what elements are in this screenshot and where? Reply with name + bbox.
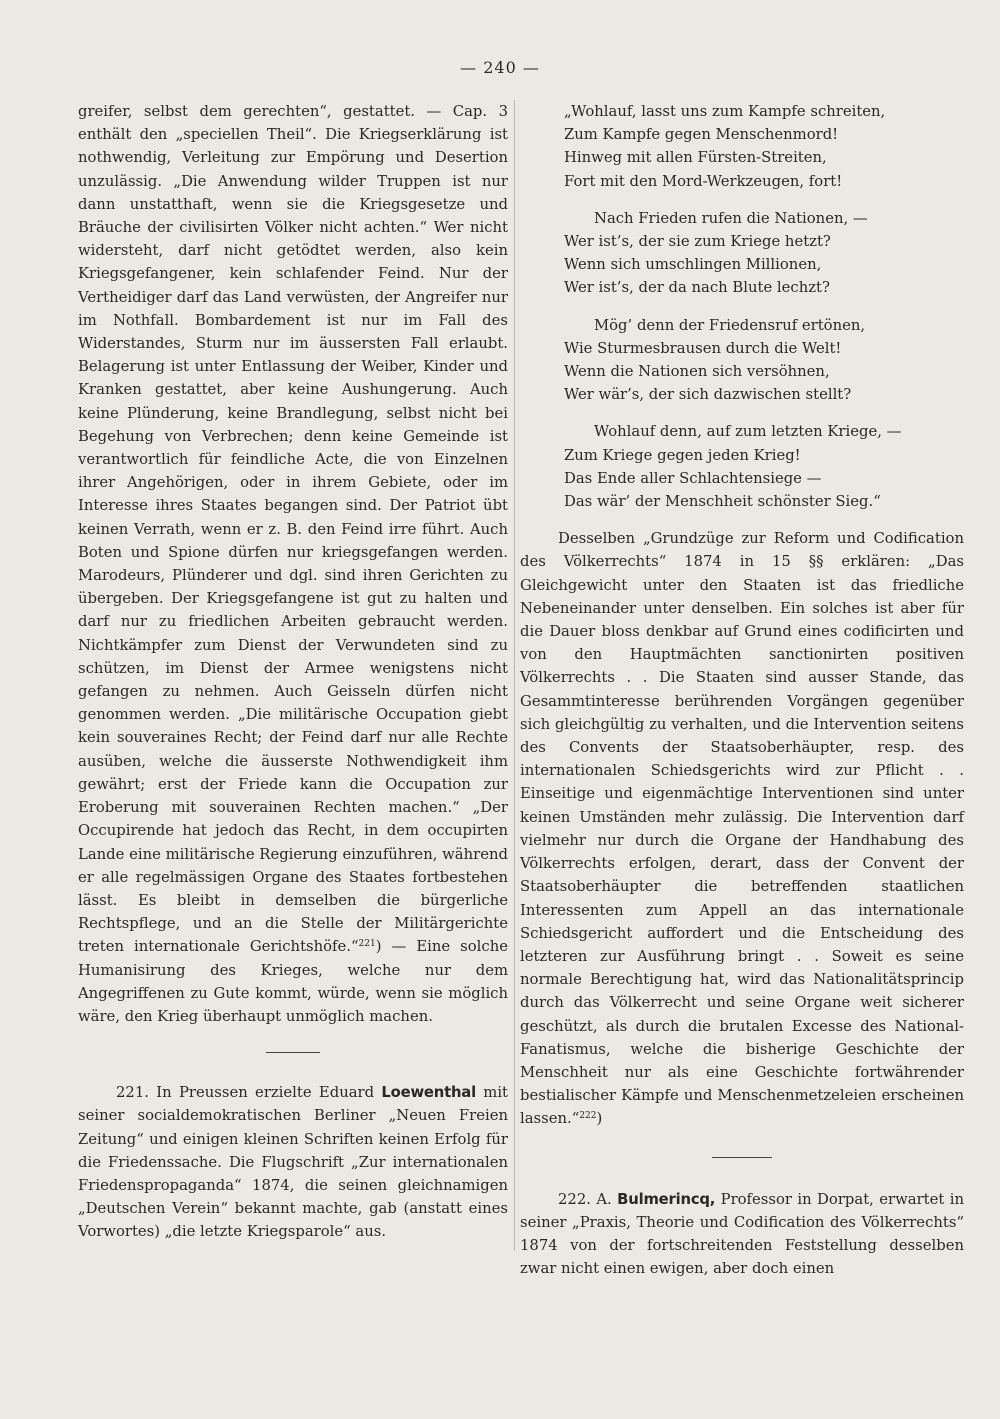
footnote-221: 221. In Preussen erzielte Eduard Loewenthal mit seiner socialdemokratischen Berliner „Neuen Freien Zeitung“ und einigen kleinen Schriften keinen Erfolg für die Friedenssache. Die Flugschrift „Zur internationalen Friedenspropaganda“ 1874, die seinen gleichnamigen „Deutschen Verein“ bekannt machte, gab (anstatt eines Vorwortes) „die letzte Kriegsparole“ aus. <box>78 1084 508 1241</box>
poem-line: Nach Frieden rufen die Nationen, — <box>594 209 868 227</box>
footnote-222: 222. A. Bulmerincq, Professor in Dorpat, erwartet in seiner „Praxis, Theorie und Codification des Völkerrechts“ 1874 von der fortschreitenden Feststellung desselben zwar nicht einen ewigen, aber doch einen <box>520 1190 964 1278</box>
column-divider <box>514 100 515 1250</box>
poem-stanza <box>564 207 964 300</box>
poem-line: Wer ist’s, der da nach Blute lechzt? <box>564 279 830 297</box>
poem-line: Zum Kriege gegen jeden Krieg! <box>564 446 801 464</box>
poem-line: Wohlauf denn, auf zum letzten Kriege, — <box>594 423 902 441</box>
page-number: — 240 — <box>460 58 540 77</box>
poem-stanza <box>564 100 964 193</box>
footnote-reference: 222 <box>579 1111 597 1122</box>
right-column <box>520 100 964 1280</box>
poem-line: Wenn sich umschlingen Millionen, <box>564 256 822 274</box>
poem-line: Hinweg mit allen Fürsten-Streiten, <box>564 149 827 167</box>
poem-line: Wer wär’s, der sich dazwischen stellt? <box>564 386 852 404</box>
poem-line: Wie Sturmesbrausen durch die Welt! <box>564 339 842 357</box>
left-column <box>78 100 508 1244</box>
poem-line: Wer ist’s, der sie zum Kriege hetzt? <box>564 233 831 251</box>
poem-line: Das Ende aller Schlachtensiege — <box>564 469 822 487</box>
poem-line: Mög’ denn der Friedensruf ertönen, <box>594 316 866 334</box>
poem-line: Das wär’ der Menschheit schönster Sieg.“ <box>564 493 881 511</box>
footnote-reference: 221 <box>358 939 376 950</box>
poem-line: Wenn die Nationen sich versöhnen, <box>564 363 830 381</box>
poem-line: „Wohlauf, lasst uns zum Kampfe schreiten, <box>564 103 886 120</box>
poem-stanza <box>564 314 964 407</box>
separator-rule <box>712 1157 772 1158</box>
author-name: Bulmerincq, <box>617 1190 716 1208</box>
author-name: Loewenthal <box>381 1084 476 1102</box>
poem <box>564 100 964 513</box>
poem-line: Zum Kampfe gegen Menschenmord! <box>564 126 839 144</box>
separator-rule <box>266 1052 320 1053</box>
poem-stanza <box>564 420 964 513</box>
poem-line: Fort mit den Mord-Werkzeugen, fort! <box>564 172 843 190</box>
body-paragraph: greifer, selbst dem gerechten“, gestattet. — Cap. 3 enthält den „speciellen Theil“. Die Kriegserklärung ist nothwendig, Verleitung zur Empörung und Desertion unzulässig. „Die Anwendung wilder Truppen ist nur dann unstatthaft, wenn sie die Kriegsgesetze und Bräuche der civilisirten Völker nicht achten.“ Wer nicht widersteht, darf nicht getödtet werden, also kein Kriegsgefangener, kein schlafender Feind. Nur der Vertheidiger darf das Land verwüsten, der Angreifer nur im Nothfall. Bombardement ist nur im Fall des Widerstandes, Sturm nur im äussersten Fall erlaubt. Belagerung ist unter Entlassung der Weiber, Kinder und Kranken gestattet, aber keine Aushungerung. Auch keine Plünderung, keine Brandlegung, selbst nicht bei Begehung von Verbrechen; denn keine Gemeinde ist verantwortlich für feindliche Acte, die von Einzelnen ihrer Angehörigen, oder in ihrem Gebiete, oder im Interesse ihres Staates begangen sind. Der Patriot übt keinen Verrath, wenn er z. B. den Feind irre führt. Auch Boten und Spione dürfen nur kriegsgefangen werden. Marodeurs, Plünderer und dgl. sind ihren Gerichten zu übergeben. Der Kriegsgefangene ist gut zu halten und darf nur zu friedlichen Arbeiten gebraucht werden. Nichtkämpfer zum Dienst der Verwundeten sind zu schützen, im Dienst der Armee wenigstens nicht gefangen zu nehmen. Auch Geisseln dürfen nicht genommen werden. „Die militärische Occupation giebt kein souveraines Recht; der Feind darf nur alle Rechte ausüben, welche die äusserste Nothwendigkeit ihm gewährt; erst der Friede kann die Occupation zur Eroberung mit souverainen Rechten machen.“ „Der Occupirende hat jedoch das Recht, in dem occupirten Lande eine militärische Regierung einzuführen, während er alle regelmässigen Organe des Staates fortbestehen lässt. Es bleibt in demselben die bürgerliche Rechtspflege, und an die Stelle der Militärgerichte treten internationale Gerichtshöfe.“$^{221}$) — Eine solche Humanisirung des Krieges, welche nur dem Angegriffenen zu Gute kommt, würde, wenn sie möglich wäre, den Krieg überhaupt unmöglich machen. <box>78 103 508 1025</box>
body-paragraph: Desselben „Grundzüge zur Reform und Codification des Völkerrechts“ 1874 in 15 §§ erklären: „Das Gleichgewicht unter den Staaten ist das friedliche Nebeneinander unter denselben. Ein solches ist aber für die Dauer bloss denkbar auf Grund eines codificirten und von den Hauptmächten sanctionirten positiven Völkerrechts . . Die Staaten sind ausser Stande, das Gesammtinteresse berührenden Vorgängen gegenüber sich gleichgültig zu verhalten, und die Intervention seitens des Convents der Staatsoberhäupter, resp. des internationalen Schiedsgerichts wird zur Pflicht . . Einseitige und eigenmächtige Interventionen sind unter keinen Umständen mehr zulässig. Die Intervention darf vielmehr nur durch die Organe der Handhabung des Völkerrechts erfolgen, derart, dass der Convent der Staatsoberhäupter die betreffenden staatlichen Interessenten zum Appell an das internationale Schiedsgericht auffordert und die Entscheidung des letzteren zur Ausführung bringt . . Soweit es seine normale Berechtigung hat, wird das Nationalitätsprincip durch das Völkerrecht und seine Organe weit sicherer geschützt, als durch die brutalen Excesse des National-Fanatismus, welche die bisherige Geschichte der Menschheit nur als eine Geschichte fortwährender bestialischer Kämpfe und Menschenmetzeleien erscheinen lassen.“$^{222}$) <box>520 530 964 1128</box>
